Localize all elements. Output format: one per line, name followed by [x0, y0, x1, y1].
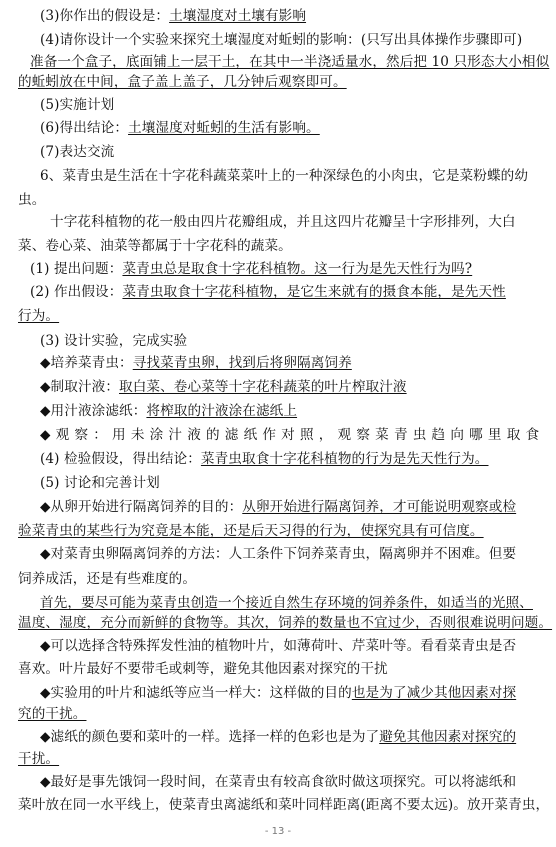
text-segment: ◆制取汁液：: [40, 379, 120, 395]
underlined-answer: 干扰。: [18, 751, 60, 767]
underlined-answer: 行为。: [18, 308, 60, 324]
text-segment: 菜叶放在同一水平线上，使菜青虫离滤纸和菜叶同样距离(距离不要太远)。放开菜青虫，: [18, 797, 550, 813]
text-segment: 饲养成活，还是有些难度的。: [18, 571, 197, 587]
text-line: [18, 521, 556, 541]
text-line: [40, 331, 556, 351]
text-line: [50, 212, 556, 232]
underlined-answer: 的蚯蚓放在中间，盒子盖上盖子，几分钟后观察即可。: [18, 74, 347, 90]
text-segment: ◆观察：用未涂汁液的滤纸作对照，观察菜青虫趋向哪里取食: [40, 427, 545, 443]
text-segment: ◆对菜青虫卵隔离饲养的方法：人工条件下饲养菜青虫，隔离卵并不困难。但要: [40, 546, 517, 562]
text-segment: ◆培养菜青虫：: [40, 355, 133, 371]
text-line: [40, 449, 556, 469]
text-line: [18, 236, 556, 256]
text-line: [40, 425, 556, 445]
text-line: [40, 95, 556, 115]
text-line: [18, 306, 556, 326]
underlined-answer: 准备一个盒子，底面铺上一层干土，在其中一半浇适量水，然后把 10 只形态大小相似: [30, 54, 550, 70]
text-line: [30, 282, 556, 302]
underlined-answer: 土壤湿度对土壤有影响: [169, 8, 307, 24]
text-segment: (3)你作出的假设是：: [40, 8, 170, 24]
text-line: [18, 659, 556, 679]
text-segment: ◆用汁液涂滤纸：: [40, 403, 147, 419]
text-line: [18, 72, 556, 92]
text-line: [40, 401, 556, 421]
text-segment: 十字花科植物的花一般由四片花瓣组成，并且这四片花瓣呈十字形排列，大白: [50, 214, 516, 230]
text-segment: (5) 讨论和完善计划: [40, 475, 160, 491]
underlined-answer: 菜青虫取食十字花科植物的行为是先天性行为。: [200, 451, 489, 467]
text-line: [40, 353, 556, 373]
text-segment: (4) 检验假设，得出结论：: [40, 451, 201, 467]
underlined-answer: 究的干扰。: [18, 706, 87, 722]
underlined-answer: 从卵开始进行隔离饲养，才可能说明观察或检: [242, 499, 517, 515]
underlined-answer: 菜青虫取食十字花科植物，是它生来就有的摄食本能，是先天性: [122, 284, 506, 300]
text-line: [30, 259, 556, 279]
text-segment: (5)实施计划: [40, 97, 115, 113]
text-line: [18, 569, 556, 589]
text-segment: (1) 提出问题：: [30, 261, 123, 277]
underlined-answer: 避免其他因素对探究的: [379, 729, 517, 745]
underlined-answer: 寻找菜青虫卵，找到后将卵隔离饲养: [132, 355, 352, 371]
text-segment: (2) 作出假设：: [30, 284, 123, 300]
text-segment: 菜、卷心菜、油菜等都属于十字花科的蔬菜。: [18, 238, 292, 254]
underlined-answer: 也是为了减少其他因素对探: [351, 685, 517, 701]
underlined-answer: 温度、湿度，充分而新鲜的食物等。其次，饲养的数量也不宜过少，否则很难说明问题。: [18, 615, 553, 631]
text-line: [40, 772, 556, 792]
text-line: [40, 544, 556, 564]
text-segment: (6)得出结论：: [40, 120, 129, 136]
text-segment: (4)请你设计一个实验来探究土壤湿度对蚯蚓的影响：(只写出具体操作步骤即可): [40, 32, 523, 48]
text-line: [18, 795, 556, 815]
text-line: [18, 190, 556, 210]
text-line: [18, 613, 556, 633]
text-segment: 喜欢。叶片最好不要带毛或刺等，避免其他因素对探究的干扰: [18, 661, 388, 677]
underlined-answer: 菜青虫总是取食十字花科植物。这一行为是先天性行为吗?: [122, 261, 473, 277]
text-line: [40, 377, 556, 397]
text-segment: (3) 设计实验，完成实验: [40, 333, 188, 349]
text-line: [40, 166, 556, 186]
underlined-answer: 验菜青虫的某些行为究竟是本能，还是后天习得的行为，使探究具有可信度。: [18, 523, 484, 539]
text-segment: ◆可以选择含特殊挥发性油的植物叶片，如薄荷叶、芹菜叶等。看看菜青虫是否: [40, 638, 517, 654]
text-segment: ◆最好是事先饿饲一段时间，在菜青虫有较高食欲时做这项探究。可以将滤纸和: [40, 774, 517, 790]
text-segment: (7)表达交流: [40, 144, 115, 160]
text-segment: 6、菜青虫是生活在十字花科蔬菜菜叶上的一种深绿色的小肉虫，它是菜粉蝶的幼: [40, 168, 529, 184]
text-segment: ◆实验用的叶片和滤纸等应当一样大：这样做的目的: [40, 685, 352, 701]
text-line: [40, 727, 556, 747]
underlined-answer: 土壤湿度对蚯蚓的生活有影响。: [128, 120, 320, 136]
underlined-answer: 首先，要尽可能为菜青虫创造一个接近自然生存环境的饲养条件，如适当的光照、: [40, 595, 533, 611]
text-line: [40, 497, 556, 517]
underlined-answer: 将榨取的汁液涂在滤纸上: [146, 403, 298, 419]
text-segment: ◆滤纸的颜色要和菜叶的一样。选择一样的色彩也是为了: [40, 729, 380, 745]
text-line: [40, 593, 556, 613]
text-segment: ◆从卵开始进行隔离饲养的目的：: [40, 499, 243, 515]
page-number: - 13 -: [264, 826, 292, 837]
text-line: [30, 52, 556, 72]
underlined-answer: 取白菜、卷心菜等十字花科蔬菜的叶片榨取汁液: [119, 379, 407, 395]
text-line: [40, 118, 556, 138]
text-line: [40, 683, 556, 703]
text-segment: 虫。: [18, 192, 46, 208]
text-line: [40, 142, 556, 162]
text-line: [40, 636, 556, 656]
text-line: [40, 30, 556, 50]
text-line: [40, 473, 556, 493]
text-line: [40, 6, 556, 26]
text-line: [18, 749, 556, 769]
text-line: [18, 704, 556, 724]
